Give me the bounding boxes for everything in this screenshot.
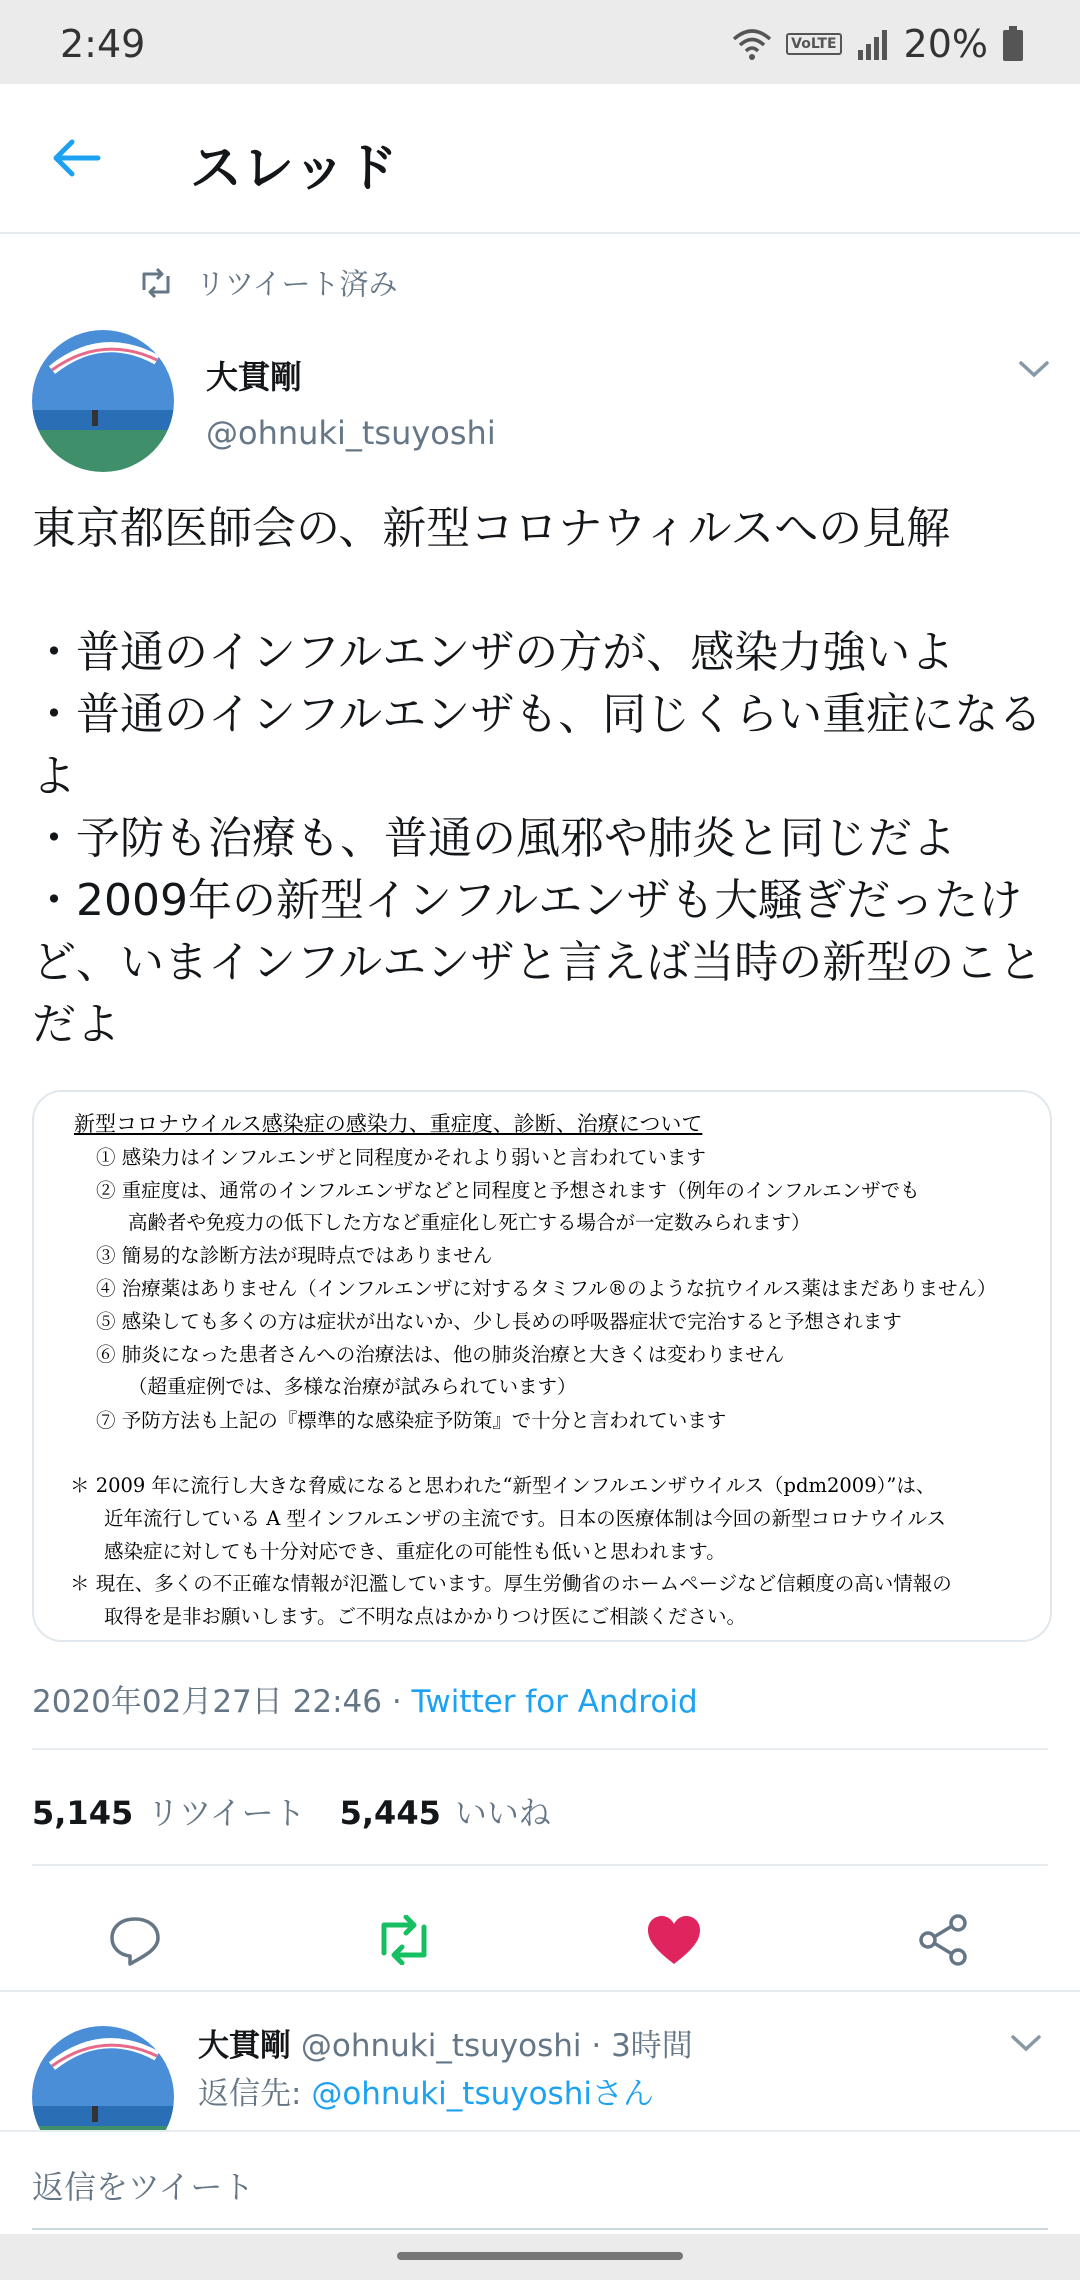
battery-percent: 20% — [903, 22, 988, 66]
image-doc-line: ② 重症度は、通常のインフルエンザなどと同程度と予想されます（例年のインフルエンザでも — [96, 1179, 920, 1202]
back-arrow-icon[interactable] — [48, 130, 104, 186]
avatar-image — [32, 330, 174, 472]
status-time: 2:49 — [60, 22, 146, 66]
reply-author-handle: @ohnuki_tsuyoshi · 3時間 — [291, 2028, 693, 2064]
author-handle[interactable]: @ohnuki_tsuyoshi — [206, 414, 496, 452]
reply-button[interactable] — [95, 1900, 175, 1980]
image-doc-line: ⑥ 肺炎になった患者さんへの治療法は、他の肺炎治療と大きくは変わりません — [96, 1343, 785, 1366]
image-doc-note: 感染症に対しても十分対応でき、重症化の可能性も低いと思われます。 — [104, 1540, 726, 1563]
like-button[interactable] — [634, 1900, 714, 1980]
image-doc-line: ① 感染力はインフルエンザと同程度かそれより弱いと言われています — [96, 1146, 706, 1169]
tweet-timestamp: 2020年02月27日 22:46 · — [32, 1684, 412, 1720]
status-bar — [0, 0, 1080, 84]
divider — [0, 1990, 1080, 1992]
share-icon — [916, 1913, 970, 1967]
like-count: 5,445 — [339, 1794, 441, 1832]
retweet-stat-label: リツイート — [147, 1794, 306, 1832]
signal-icon — [856, 28, 890, 60]
image-doc-note: ＊ 2009 年に流行し大きな脅威になると思われた“新型インフルエンザウイルス（pdm2009）”は、 — [70, 1474, 936, 1497]
reply-author-name: 大貫剛 — [198, 2028, 291, 2064]
reply-compose-bar — [0, 2130, 1080, 2236]
image-doc-line: ④ 治療薬はありません（インフルエンザに対するタミフル®のような抗ウイルス薬はまだありません） — [96, 1277, 997, 1300]
retweet-stat[interactable] — [32, 1788, 306, 1834]
image-doc-title: 新型コロナウイルス感染症の感染力、重症度、診断、治療について — [74, 1112, 703, 1136]
retweet-count: 5,145 — [32, 1794, 134, 1832]
avatar[interactable] — [32, 330, 174, 472]
retweet-small-icon — [138, 268, 174, 298]
heart-icon — [646, 1914, 702, 1966]
chevron-down-icon[interactable] — [1018, 358, 1050, 380]
app-header — [0, 84, 1080, 234]
status-icons — [732, 22, 1024, 66]
image-doc-line: ⑤ 感染しても多くの方は症状が出ないか、少し長めの呼吸器症状で完治すると予想されます — [96, 1310, 902, 1333]
divider — [32, 1864, 1048, 1866]
tweet-image[interactable] — [32, 1090, 1052, 1642]
reply-to-line — [198, 2068, 654, 2113]
reply-icon — [108, 1913, 162, 1967]
page-title: スレッド — [190, 139, 398, 199]
image-doc-line: （超重症例では、多様な治療が試みられています） — [128, 1375, 577, 1398]
reply-header[interactable] — [198, 2020, 693, 2065]
reply-to-link[interactable]: @ohnuki_tsuyoshiさん — [311, 2076, 654, 2112]
tweet-stats — [32, 1788, 551, 1834]
image-doc-note: ＊ 現在、多くの不正確な情報が氾濫しています。厚生労働省のホームページなど信頼度の高い情報の — [70, 1572, 952, 1595]
divider — [32, 1748, 1048, 1750]
tweet-text: 東京都医師会の、新型コロナウィルスへの見解 ・普通のインフルエンザの方が、感染力強いよ ・普通のインフルエンザも、同じくらい重症になるよ ・予防も治療も、普通の風邪や肺炎と同じだよ ・2009年の新型インフルエンザも大騒ぎだったけど、いまインフルエンザと言えば当時の新型のことだよ — [32, 503, 1043, 1050]
like-stat[interactable] — [340, 1788, 551, 1834]
system-nav-bar — [0, 2234, 1080, 2280]
battery-icon — [1002, 26, 1024, 62]
image-doc-line: ⑦ 予防方法も上記の『標準的な感染症予防策』で十分と言われています — [96, 1409, 727, 1432]
author-name[interactable]: 大貫剛 — [206, 358, 303, 396]
image-doc-note: 近年流行している A 型インフルエンザの主流です。日本の医療体制は今回の新型コロナウイルス — [104, 1507, 946, 1530]
tweet-source-link[interactable]: Twitter for Android — [411, 1684, 698, 1720]
volte-badge: VoLTE — [786, 33, 841, 55]
compose-underline — [32, 2228, 1048, 2230]
retweeted-label: リツイート済み — [196, 267, 398, 301]
share-button[interactable] — [903, 1900, 983, 1980]
retweet-icon — [374, 1915, 434, 1965]
image-doc-line: ③ 簡易的な診断方法が現時点ではありません — [96, 1244, 493, 1267]
tweet-meta — [32, 1676, 698, 1721]
reply-compose-input[interactable]: 返信をツイート — [32, 2168, 255, 2206]
image-doc-note: 取得を是非お願いします。ご不明な点はかかりつけ医にご相談ください。 — [104, 1605, 746, 1628]
reply-to-prefix: 返信先: — [198, 2076, 312, 2112]
chevron-down-icon[interactable] — [1010, 2032, 1042, 2054]
home-gesture-bar[interactable] — [397, 2252, 683, 2260]
retweet-button[interactable] — [364, 1900, 444, 1980]
image-doc-line: 高齢者や免疫力の低下した方など重症化し死亡する場合が一定数みられます） — [128, 1211, 811, 1234]
retweeted-indicator — [138, 262, 398, 303]
like-stat-label: いいね — [454, 1794, 551, 1832]
wifi-icon — [732, 27, 772, 61]
